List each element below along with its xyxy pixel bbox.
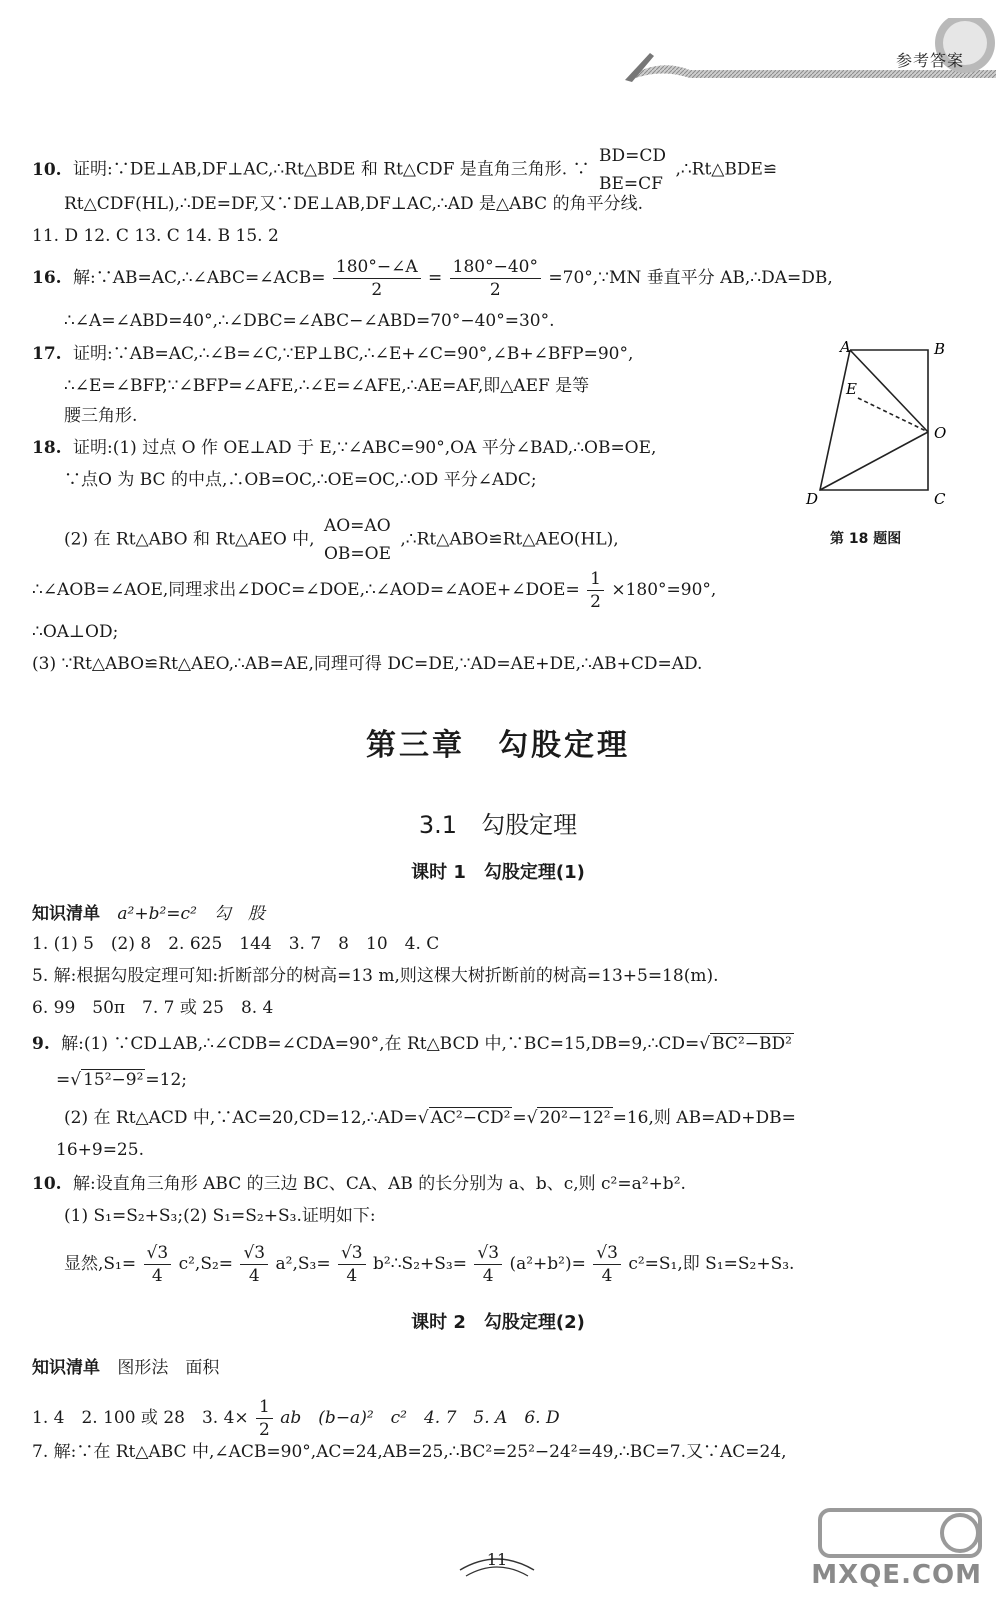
answer-line: Rt△CDF(HL),∴DE=DF,又∵DE⊥AB,DF⊥AC,∴AD 是△ABC 的角平分线.: [64, 194, 643, 214]
fraction: [256, 1396, 273, 1441]
numerator: √3: [240, 1242, 268, 1265]
lesson-title: 课时 1 勾股定理(1): [411, 862, 585, 883]
numerator: √3: [338, 1242, 366, 1265]
brace-row: AO=AO: [323, 516, 391, 536]
brace-row: BD=CD: [599, 146, 667, 166]
knowledge-text: a²+b²=c² 勾 股: [117, 904, 265, 924]
section-title: 3.1 勾股定理: [418, 811, 578, 839]
answer-text: ab (b−a)² c² 4. 7 5. A 6. D: [280, 1408, 560, 1428]
radicand: 15²−9²: [83, 1070, 144, 1090]
fraction: [144, 1242, 172, 1287]
knowledge-text: 图形法 面积: [117, 1358, 220, 1378]
answer-line: [32, 568, 716, 613]
answer-line: [32, 342, 633, 366]
answer-line: [64, 512, 619, 568]
fraction: [587, 568, 604, 613]
answer-text: ∴∠AOB=∠AOE,同理求出∠DOC=∠DOE,∴∠AOD=∠AOE+∠DOE=: [32, 580, 580, 600]
answer-line: [32, 256, 833, 301]
label-b: B: [934, 340, 946, 358]
numerator: 180°−40°: [450, 256, 541, 279]
numerator: 180°−∠A: [333, 256, 421, 279]
knowledge-line: [32, 1356, 219, 1380]
answer-text: b²∴S₂+S₃=: [373, 1254, 467, 1274]
denominator: 4: [248, 1266, 260, 1286]
answer-text: =70°,∵MN 垂直平分 AB,∴DA=DB,: [548, 268, 833, 288]
knowledge-label: 知识清单: [32, 904, 100, 924]
answer-line: (1) S₁=S₂+S₃;(2) S₁=S₂+S₃.证明如下:: [64, 1206, 376, 1226]
question-number: 18.: [32, 438, 62, 458]
fraction: [450, 256, 541, 301]
answer-text: 解:(1) ∵CD⊥AB,∴∠CDB=∠CDA=90°,在 Rt△BCD 中,∵BC=15,DB=9,∴CD=√: [61, 1034, 711, 1054]
answer-line: ∴OA⊥OD;: [32, 622, 119, 642]
answer-line: 6. 99 50π 7. 7 或 25 8. 4: [32, 998, 274, 1018]
brace-system: [324, 512, 391, 568]
answer-line: [64, 1106, 796, 1130]
answer-text: a²,S₃=: [275, 1254, 331, 1274]
fraction: [338, 1242, 366, 1287]
numerator: 1: [587, 568, 604, 591]
answer-line: (3) ∵Rt△ABO≌Rt△AEO,∴AB=AE,同理可得 DC=DE,∵AD=AE+DE,∴AB+CD=AD.: [32, 654, 703, 674]
answer-line: [56, 1068, 187, 1092]
header-label: 参考答案: [895, 51, 964, 70]
answer-text: 显然,S₁=: [64, 1254, 137, 1274]
answer-text: ,∴Rt△BDE≌: [675, 159, 778, 180]
denominator: 4: [601, 1266, 613, 1286]
brace-system: [599, 142, 666, 198]
answer-text: =12;: [145, 1070, 188, 1090]
answer-text: 1. 4 2. 100 或 28 3. 4×: [32, 1408, 249, 1428]
brace-row: BE=CF: [599, 174, 663, 194]
answer-line: 5. 解:根据勾股定理可知:折断部分的树高=13 m,则这棵大树折断前的树高=13+5=18(m).: [32, 966, 719, 986]
answer-line: [32, 1396, 560, 1441]
label-d: D: [806, 490, 819, 508]
question-number: 16.: [32, 268, 62, 288]
denominator: 4: [346, 1266, 358, 1286]
numerator: √3: [144, 1242, 172, 1265]
answer-text: =√: [56, 1070, 82, 1090]
answer-line: 7. 解:∵在 Rt△ABC 中,∠ACB=90°,AC=24,AB=25,∴BC²=25²−24²=49,∴BC=7.又∵AC=24,: [32, 1442, 787, 1462]
page-number: [452, 1540, 542, 1580]
answer-text: c²,S₂=: [178, 1254, 234, 1274]
geometry-figure: [800, 340, 970, 550]
answer-text: (2) 在 Rt△ABO 和 Rt△AEO 中,: [64, 529, 315, 550]
answer-text: 证明:∵DE⊥AB,DF⊥AC,∴Rt△BDE 和 Rt△CDF 是直角三角形. ∵: [72, 159, 590, 180]
label-c: C: [934, 490, 946, 508]
answer-text: 解:∵AB=AC,∴∠ABC=∠ACB=: [72, 268, 326, 288]
label-a: A: [840, 340, 851, 356]
answer-text: (a²+b²)=: [509, 1254, 586, 1274]
answer-line: ∴∠E=∠BFP,∵∠BFP=∠AFE,∴∠E=∠AFE,∴AE=AF,即△AEF 是等: [64, 376, 590, 396]
answer-line: 16+9=25.: [56, 1140, 144, 1160]
question-number: 10.: [32, 159, 62, 180]
label-e: E: [846, 380, 857, 398]
question-number: 10.: [32, 1174, 62, 1194]
denominator: 4: [151, 1266, 163, 1286]
answer-line: [32, 142, 777, 198]
radicand: AC²−CD²: [430, 1108, 511, 1128]
label-o: O: [934, 424, 947, 442]
answer-line: [64, 1242, 794, 1287]
watermark-url: MXQE.COM: [811, 1560, 982, 1590]
fraction: [593, 1242, 621, 1287]
fraction: [240, 1242, 268, 1287]
answer-line: [32, 436, 656, 460]
fraction: [333, 256, 421, 301]
page-number-text: 11: [486, 1550, 508, 1569]
answer-line: [32, 1172, 686, 1196]
question-number: 9.: [32, 1034, 50, 1054]
answer-line: 11. D 12. C 13. C 14. B 15. 2: [32, 226, 279, 246]
answer-text: ,∴Rt△ABO≌Rt△AEO(HL),: [400, 529, 619, 550]
knowledge-label: 知识清单: [32, 1358, 100, 1378]
lesson-title: 课时 2 勾股定理(2): [411, 1312, 585, 1333]
answer-text: 证明:∵AB=AC,∴∠B=∠C,∵EP⊥BC,∴∠E+∠C=90°,∠B+∠BFP=90°,: [72, 344, 634, 364]
knowledge-line: [32, 902, 265, 926]
answer-text: c²=S₁,即 S₁=S₂+S₃.: [628, 1254, 795, 1274]
radicand: 20²−12²: [539, 1108, 611, 1128]
denominator: 2: [489, 280, 501, 300]
fraction: [474, 1242, 502, 1287]
answer-text: (2) 在 Rt△ACD 中,∵AC=20,CD=12,∴AD=√: [64, 1108, 429, 1128]
chapter-title: 第三章 勾股定理: [366, 728, 630, 763]
numerator: 1: [256, 1396, 273, 1419]
radicand: BC²−BD²: [712, 1034, 792, 1054]
numerator: √3: [593, 1242, 621, 1265]
equals: =: [428, 268, 443, 288]
answer-line: ∵点O 为 BC 的中点,∴OB=OC,∴OE=OC,∴OD 平分∠ADC;: [64, 470, 537, 490]
denominator: 2: [371, 280, 383, 300]
answer-line: 腰三角形.: [64, 406, 138, 426]
figure-caption: 第 18 题图: [830, 531, 902, 547]
answer-text: 解:设直角三角形 ABC 的三边 BC、CA、AB 的长分别为 a、b、c,则 c²=a²+b².: [72, 1174, 686, 1194]
answer-line: [32, 1032, 794, 1056]
denominator: 2: [590, 592, 601, 612]
question-number: 17.: [32, 344, 62, 364]
answer-text: 证明:(1) 过点 O 作 OE⊥AD 于 E,∵∠ABC=90°,OA 平分∠BAD,∴OB=OE,: [72, 438, 657, 458]
answer-text: ×180°=90°,: [611, 580, 717, 600]
answer-line: ∴∠A=∠ABD=40°,∴∠DBC=∠ABC−∠ABD=70°−40°=30°.: [64, 311, 555, 331]
brace-row: OB=OE: [323, 544, 391, 564]
answer-line: 1. (1) 5 (2) 8 2. 625 144 3. 7 8 10 4. C: [32, 934, 440, 954]
denominator: 2: [259, 1420, 270, 1440]
answer-text: =√: [512, 1108, 538, 1128]
answer-text: =16,则 AB=AD+DB=: [612, 1108, 796, 1128]
numerator: √3: [474, 1242, 502, 1265]
denominator: 4: [482, 1266, 494, 1286]
